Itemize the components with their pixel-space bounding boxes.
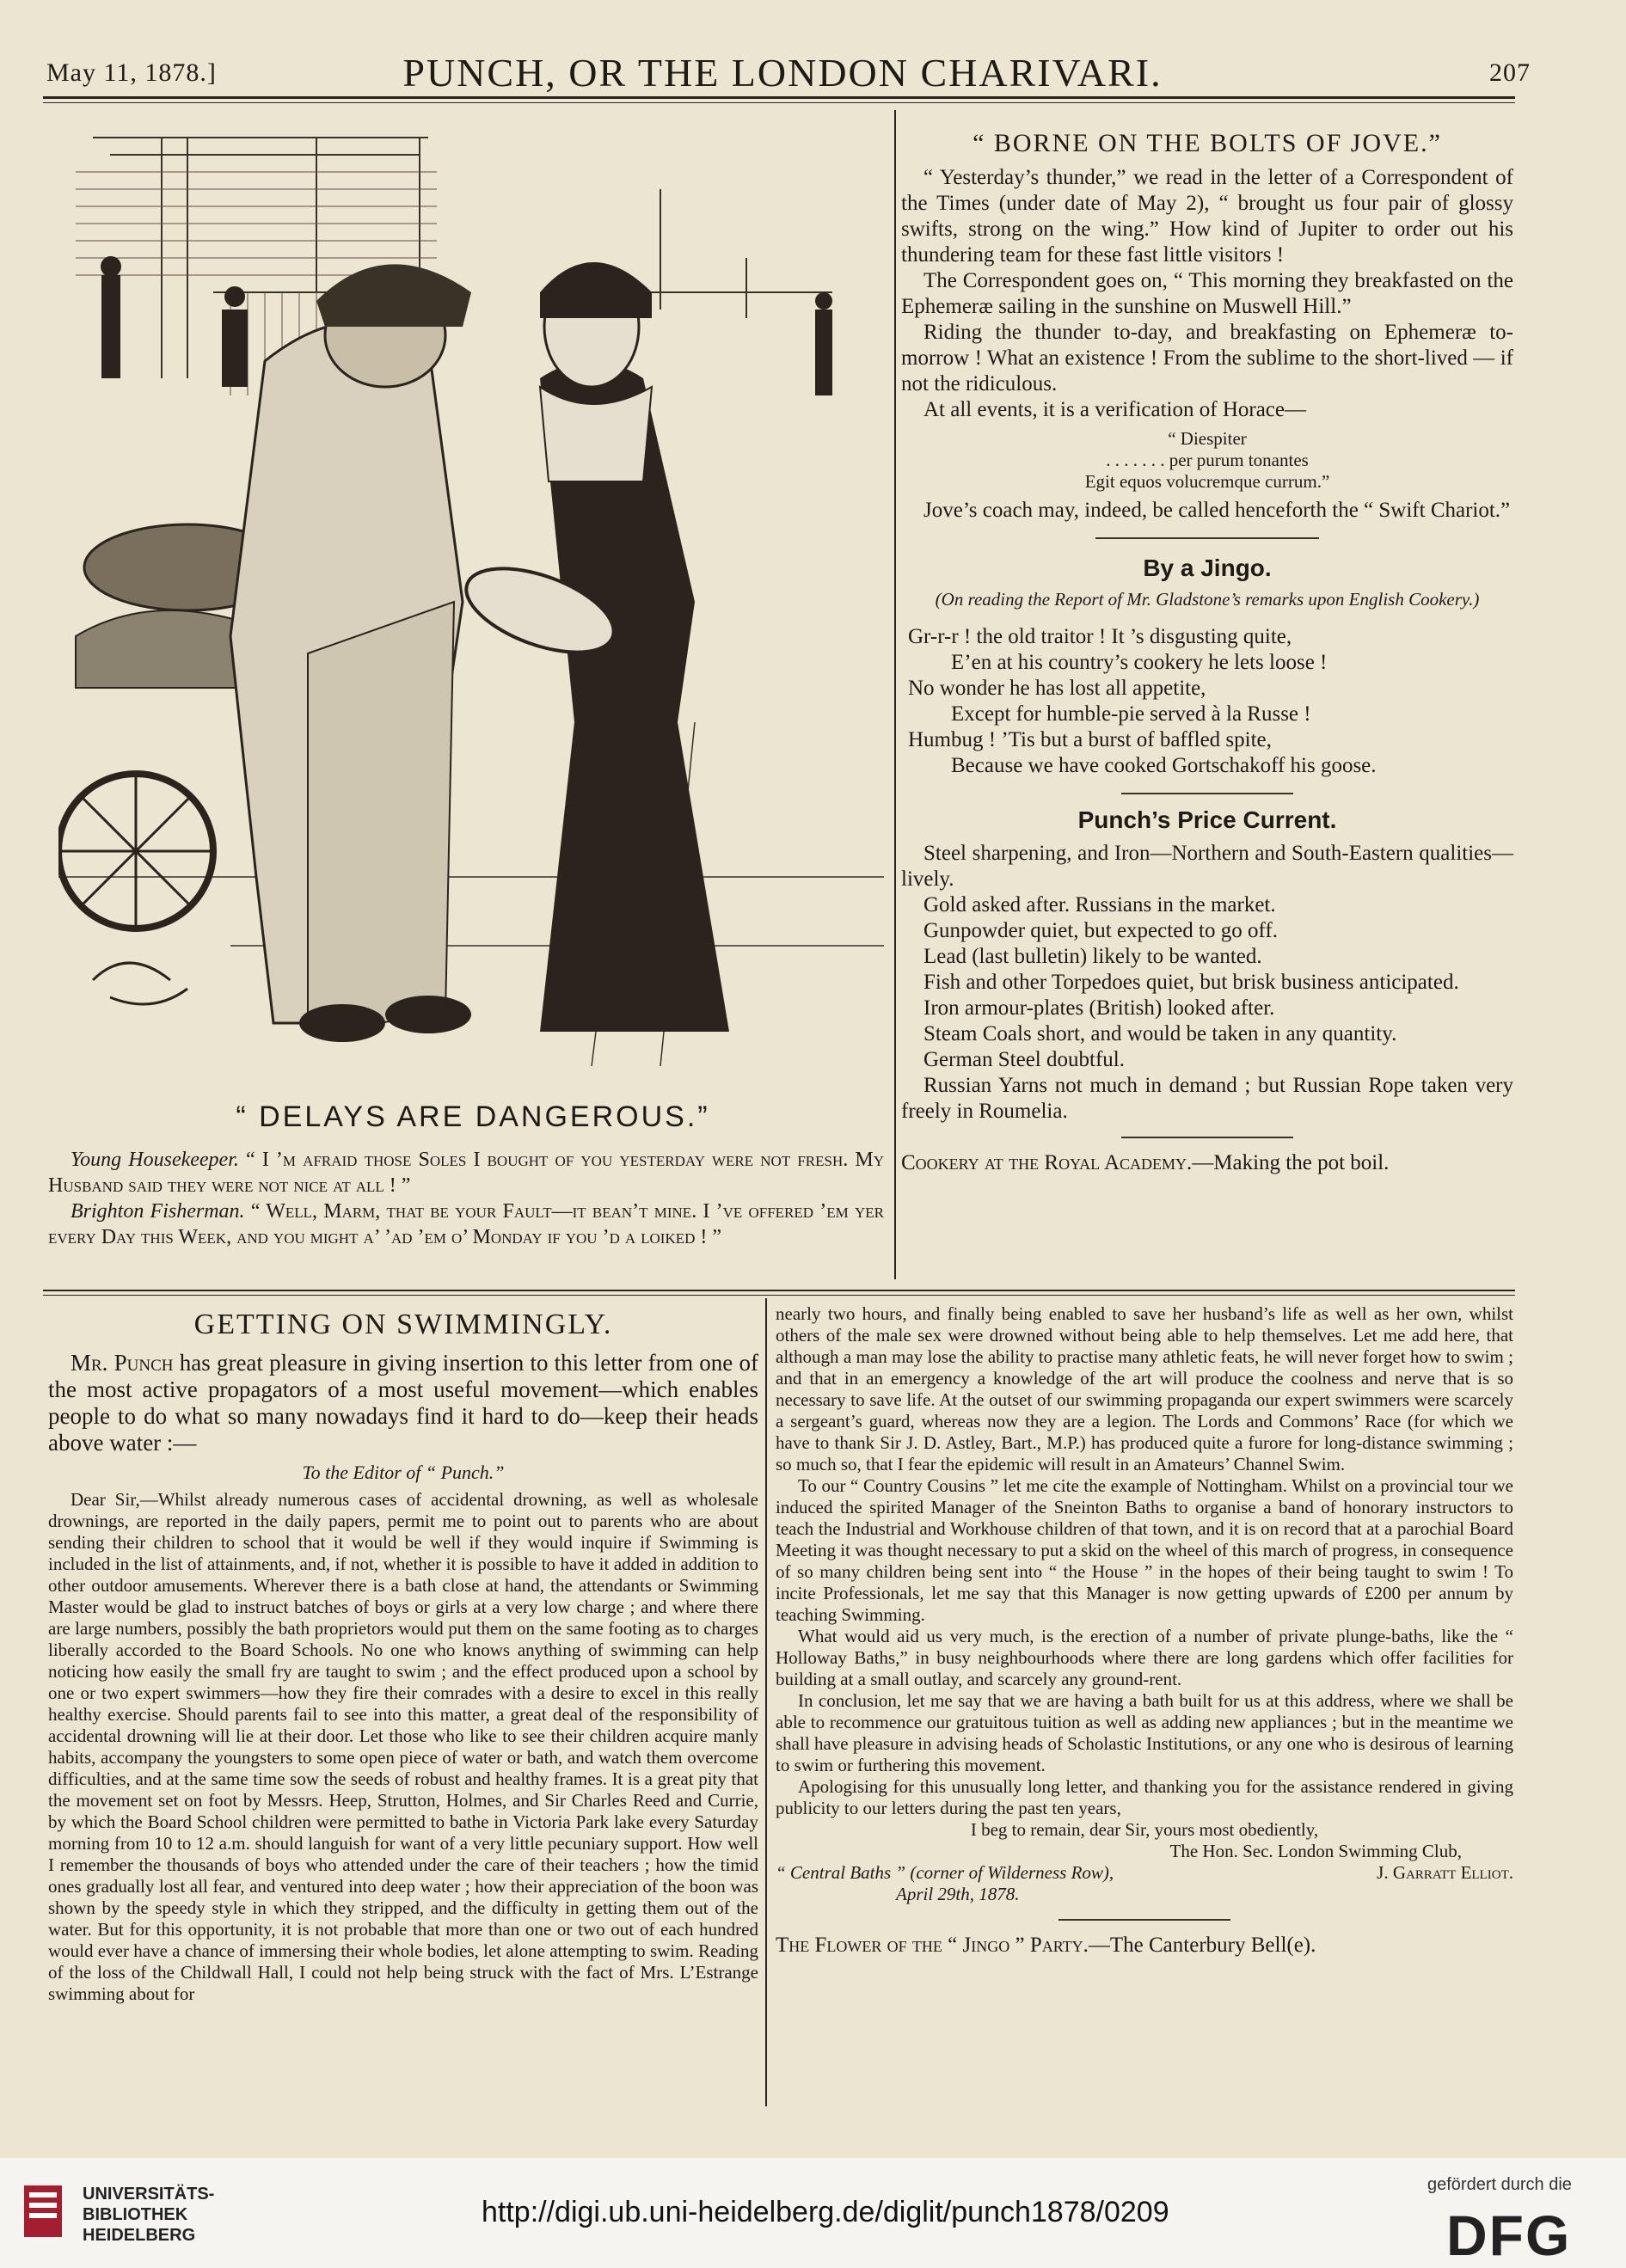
bolts-paragraph: “ Yesterday’s thunder,” we read in the letter of a Correspondent of the Times (under date of May 2), “ brought us four pair of glossy swifts, strong on the wing.” How kind of Jupiter to order out his thundering team for these fast little visitors ! — [901, 166, 1513, 267]
latin-quote — [901, 428, 1513, 493]
cartoon-caption-title: “ DELAYS ARE DANGEROUS.” — [236, 1100, 710, 1133]
poem-line: Except for humble-pie served à la Russe ! — [951, 702, 1311, 726]
article-bolts-body — [901, 165, 1513, 524]
latin-line: . . . . . . . per purum tonantes — [1106, 450, 1309, 470]
price-line: Russian Yarns not much in demand ; but Russian Rope taken very freely in Roumelia. — [901, 1074, 1513, 1123]
poem-line: Because we have cooked Gortschakoff his goose. — [951, 754, 1377, 777]
cookery-note — [901, 1150, 1513, 1176]
cookery-label: Cookery at the Royal Academy. — [901, 1151, 1193, 1174]
swim-letter-right: nearly two hours, and finally being enabled to save her husband’s life as well as her own, whilst others of the male sex were drowned without being able to help themselves. Let me add here, that although a man may lose the ability to practise many athletic feats, he will never forget how to swim ; and that in an emergency a knowledge of the art will produce the coolness and nerve that is so necessary to save life. At the outset of our swimming propaganda our expert swimmers were scarcely a sergeant’s guard, whereas now they are a legion. The Lords and Commons’ Race (for which we have to thank Sir J. D. Astley, Bart., M.P.) has produced quite a furore for long-distance swimming ; so much so, that I fear the epidemic will result in an Amateurs’ Channel Swim. — [776, 1303, 1513, 1474]
price-line: Gunpowder quiet, but expected to go off. — [923, 919, 1278, 942]
cartoon-dialogue — [48, 1147, 884, 1250]
swim-address: “ Central Baths ” (corner of Wilderness Row), — [776, 1862, 1114, 1883]
bolts-paragraph: At all events, it is a verification of Horace— — [923, 398, 1306, 421]
poem-line: E’en at his country’s cookery he lets loose ! — [951, 651, 1328, 674]
bolts-paragraph: Jove’s coach may, indeed, be called henceforth the “ Swift Chariot.” — [923, 499, 1511, 522]
swimming-title: GETTING ON SWIMMINGLY. — [193, 1309, 613, 1340]
poem-line: No wonder he has lost all appetite, — [908, 677, 1206, 700]
price-line: Gold asked after. Russians in the market. — [923, 893, 1276, 916]
swim-address-line — [776, 1862, 1513, 1884]
masthead-rule — [43, 96, 1515, 99]
right-column — [901, 129, 1513, 1176]
swim-sender: The Hon. Sec. London Swimming Club, — [1169, 1841, 1462, 1861]
article-bolts-title: “ BORNE ON THE BOLTS OF JOVE.” — [973, 129, 1442, 157]
speaker-fisherman: Brighton Fisherman. — [71, 1200, 245, 1223]
latin-line: “ Diespiter — [1168, 428, 1247, 449]
section-rule-thin — [43, 1295, 1515, 1296]
swimming-article-right — [776, 1303, 1513, 1958]
intro-text: has great pleasure in giving insertion to this letter from one of the most active propagators of a most useful movement—which enables people to do what so many nowadays find it hard to do—keep their heads above water :— — [48, 1350, 758, 1456]
column-rule-bottom — [765, 1298, 767, 2106]
housekeeper-line: “ I ’m afraid those Soles I bought of you yesterday were not fresh. My Husband said they were not nice at all ! ” — [48, 1149, 884, 1197]
library-name — [83, 2184, 214, 2246]
page-title: PUNCH, OR THE LONDON CHARIVARI. — [402, 51, 1163, 95]
price-line: Steel sharpening, and Iron—Northern and South-Eastern qualities—lively. — [901, 842, 1513, 891]
swim-letter-left: Dear Sir,—Whilst already numerous cases of accidental drowning, as well as wholesale drownings, are reported in the daily papers, permit me to point out to parents who are about sending their children to school that it would be well if they would inquire if Swimming is included in the list of attainments, and, if not, whether it is possible to have it added in addition to other outdoor amusements. Wherever there is a bath close at hand, the attendants or Swimming Master would be glad to instruct batches of boys or girls at a very low charge ; and where there are large numbers, possibly the bath proprietors would put them on the same footing as to charges liberally accorded to the Board Schools. No one who knows anything of swimming can help noticing how easily the small fry are taught to swim ; and the effect produced upon a school by one or two expert swimmers—how they fire their comrades with a desire to excel in this really healthy exercise. Should parents fail to see into this matter, a great deal of the responsibility of accidental drowning will lie at their door. Let those who like to see their children acquire manly habits, accompany the youngsters to some open piece of water or bath, and watch them overcome difficulties, and at the same time sow the seeds of robust and healthy frames. It is a great pity that the movement set on foot by Messrs. Heep, Strutton, Holmes, and Sir Charles Reed and Currie, by which the Board School children were permitted to bathe in Victoria Park lake every Saturday morning from 10 to 12 a.m. should languish for want of a very little pecuniary support. How well I remember the thousands of boys who attended under the care of their teachers ; how the timid ones gradually lost all fear, and ventured into deep water ; how their appreciation of the boon was shown by the speedy style in which they stripped, and the difficulty in getting them out of the water. But for this opportunity, it is not probable that more than one or two out of each hundred would ever have a chance of immersing their whole bodies, let alone attempting to swim. Reading of the loss of the Childwall Hall, I could not help being struck with the fact of Mrs. L’Estrange swimming about for — [48, 1489, 758, 2004]
column-rule-top — [894, 110, 896, 1279]
price-list — [901, 841, 1513, 1125]
intro-lead: Mr. Punch — [71, 1350, 174, 1376]
bolts-paragraph: Riding the thunder to-day, and breakfasting on Ephemeræ to-morrow ! What an existence ! From the sublime to the short-lived — if not the ridiculous. — [901, 321, 1513, 395]
jingo-subtitle: (On reading the Report of Mr. Gladstone’s remarks upon English Cookery.) — [935, 589, 1480, 610]
poem-line: Humbug ! ’Tis but a burst of baffled spite, — [908, 728, 1272, 751]
speaker-housekeeper: Young Housekeeper. — [71, 1149, 239, 1171]
poem-line: Gr-r-r ! the old traitor ! It ’s disgusting quite, — [908, 625, 1292, 648]
price-line: German Steel doubtful. — [923, 1048, 1125, 1071]
swim-intro — [48, 1350, 758, 1456]
divider — [1095, 537, 1319, 539]
cookery-text: —Making the pot boil. — [1192, 1151, 1390, 1174]
masthead-rule-thin — [43, 102, 1515, 103]
price-line: Steam Coals short, and would be taken in any quantity. — [923, 1022, 1397, 1045]
funding-note: gefördert durch die — [1427, 2175, 1572, 2194]
swim-letter-right: What would aid us very much, is the erection of a number of private plunge-baths, like the “ Holloway Baths,” in busy neighbourhoods where there are long gardens which offer facilities for building at a small outlay, and scarcely any ground-rent. — [776, 1626, 1513, 1689]
flower-label: The Flower of the “ Jingo ” Party. — [776, 1934, 1089, 1957]
price-line: Fish and other Torpedoes quiet, but brisk business anticipated. — [923, 971, 1459, 994]
page-number: 207 — [1489, 58, 1531, 87]
dfg-logo: DFG — [1446, 2204, 1572, 2267]
library-line: UNIVERSITÄTS- — [83, 2185, 215, 2204]
library-line: BIBLIOTHEK — [83, 2205, 188, 2224]
article-jingo-title: By a Jingo. — [1143, 555, 1272, 581]
page-date: May 11, 1878.] — [46, 58, 217, 87]
swim-signature: J. Garratt Elliot. — [1377, 1862, 1513, 1883]
flower-note — [776, 1933, 1513, 1958]
swim-signoff: I beg to remain, dear Sir, yours most obediently, — [970, 1819, 1319, 1840]
letter-heading: To the Editor of “ Punch.” — [302, 1462, 505, 1483]
swimming-article-left — [48, 1309, 758, 2005]
swim-letter-right: In conclusion, let me say that we are having a bath built for us at this address, where we shall be able to recommence our gratuitous tuition as well as adding new appliances ; but in the meantime we shall have pleasure in advising heads of Scholastic Institutions, or any one who is desirous of learning to swim or furthering this movement. — [776, 1690, 1513, 1775]
divider — [1121, 793, 1293, 794]
divider — [1058, 1919, 1230, 1921]
bolts-paragraph: The Correspondent goes on, “ This morning they breakfasted on the Ephemeræ sailing in the sunshine on Muswell Hill.” — [901, 269, 1513, 318]
swim-date: April 29th, 1878. — [896, 1884, 1020, 1904]
library-line: HEIDELBERG — [83, 2226, 196, 2245]
swim-letter-right: Apologising for this unusually long letter, and thanking you for the assistance rendered in giving publicity to our letters during the past ten years, — [776, 1776, 1513, 1818]
section-rule — [43, 1290, 1515, 1291]
jingo-poem — [901, 624, 1513, 779]
latin-line: Egit equos volucremque currum.” — [1084, 471, 1330, 492]
article-price-title: Punch’s Price Current. — [1077, 806, 1337, 833]
flower-text: —The Canterbury Bell(e). — [1088, 1934, 1316, 1957]
cartoon-illustration — [58, 120, 884, 1066]
divider — [1121, 1137, 1293, 1138]
price-line: Iron armour-plates (British) looked after. — [923, 996, 1275, 1020]
university-seal-icon — [17, 2177, 69, 2246]
footer-bar — [0, 2158, 1626, 2268]
fisherman-line: “ Well, Marm, that be your Fault—it bean’t mine. I ’ve offered ’em yer every Day this Week, and you might a’ ’ad ’em o’ Monday if you ’d a loiked ! ” — [48, 1200, 884, 1248]
price-line: Lead (last bulletin) likely to be wanted. — [923, 945, 1262, 968]
swim-letter-right: To our “ Country Cousins ” let me cite the example of Nottingham. Whilst on a provincial tour we induced the spirited Manager of the Sneinton Baths to organise a band of honorary instructors to teach the Industrial and Workhouse children of that town, and it is on record that at a parochial Board Meeting it was thought necessary to put a skid on the wheel of this march of progress, in consequence of so many children being sent into “ the House ” in the hopes of their being taught to swim ! To incite Professionals, let me say that this Manager is now getting upwards of £200 per annum by teaching Swimming. — [776, 1475, 1513, 1625]
source-url[interactable]: http://digi.ub.uni-heidelberg.de/diglit/punch1878/0209 — [482, 2196, 1169, 2228]
